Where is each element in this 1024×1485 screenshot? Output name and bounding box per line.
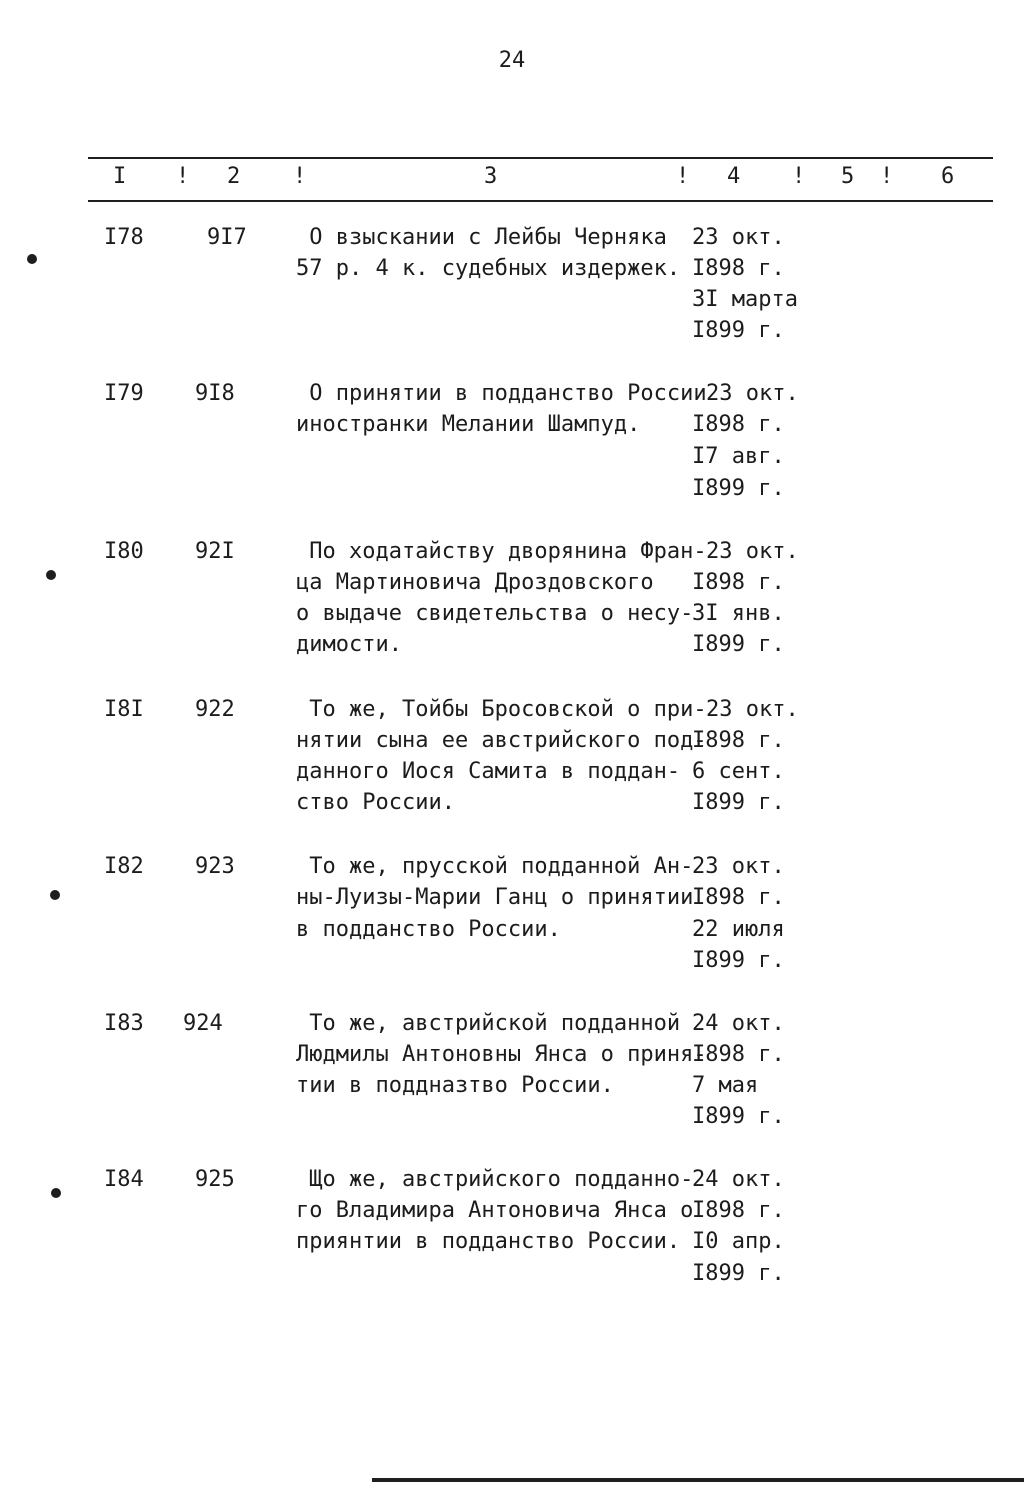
date-line: 23 окт. [692,225,785,250]
description-line: ны-Луизы-Марии Ганц о принятии [296,885,694,910]
description-line: о выдаче свидетельства о несу- [296,601,694,626]
binding-hole-mark [27,254,37,264]
date-line: 23 окт. [692,854,785,879]
description-line: То же, австрийской подданной [296,1011,681,1036]
column-separator: ! [293,164,307,189]
date-line: I898 г. [692,885,785,910]
date-line: I899 г. [692,318,785,343]
column-header-6: 6 [941,164,955,189]
description-line: нятии сына ее австрийского под- [296,728,707,753]
row-number: I8I [104,697,144,722]
column-header-5: 5 [841,164,855,189]
description-line: димости. [296,632,402,657]
file-number: 922 [195,697,235,722]
row-number: I79 [104,381,144,406]
date-line: I898 г. [692,728,785,753]
date-line: I899 г. [692,948,785,973]
date-line: 23 окт. [706,539,799,564]
description-line: 57 р. 4 к. судебных издержек. [296,256,681,281]
date-line: 24 окт. [692,1167,785,1192]
date-line: I0 апр. [692,1229,785,1254]
date-line: I899 г. [692,476,785,501]
date-line: I7 авг. [692,444,785,469]
date-line: 22 июля [692,917,785,942]
footer-rule [372,1478,1024,1482]
description-line: го Владимира Антоновича Янса о [296,1198,694,1223]
date-line: 3I марта [692,287,798,312]
column-header-1: I [113,164,127,189]
page-number: 24 [498,48,526,73]
file-number: 92I [195,539,235,564]
row-number: I82 [104,854,144,879]
description-line: данного Иося Самита в поддан- [296,759,681,784]
date-line: I898 г. [692,570,785,595]
description-line: Людмилы Антоновны Янса о приня- [296,1042,707,1067]
column-separator: ! [792,164,806,189]
description-line: тии в поддназтво России. [296,1073,614,1098]
description-line: То же, Тойбы Бросовской о при- [296,697,707,722]
column-separator: ! [676,164,690,189]
file-number: 923 [195,854,235,879]
column-separator: ! [176,164,190,189]
date-line: I899 г. [692,1261,785,1286]
description-line: ца Мартиновича Дроздовского [296,570,654,595]
row-number: I80 [104,539,144,564]
date-line: I899 г. [692,790,785,815]
description-line: О принятии в подданство России [296,381,707,406]
binding-hole-mark [46,570,56,580]
description-line: ство России. [296,790,455,815]
file-number: 9I8 [195,381,235,406]
date-line: 7 мая [692,1073,759,1098]
description-line: Що же, австрийского подданно- [296,1167,694,1192]
date-line: I899 г. [692,1104,785,1129]
description-line: иностранки Мелании Шампуд. [296,412,641,437]
date-line: I898 г. [692,256,785,281]
column-header-2: 2 [227,164,241,189]
column-separator: ! [880,164,894,189]
date-line: 6 сент. [692,759,785,784]
row-number: I84 [104,1167,144,1192]
date-line: I898 г. [692,412,785,437]
date-line: 24 окт. [692,1011,785,1036]
binding-hole-mark [50,890,60,900]
binding-hole-mark [51,1188,61,1198]
column-header-3: 3 [484,164,498,189]
date-line: I898 г. [692,1198,785,1223]
date-line: 23 окт. [706,381,799,406]
date-line: 23 окт. [706,697,799,722]
table-top-rule [88,157,993,159]
description-line: приянтии в подданство России. [296,1229,681,1254]
column-header-4: 4 [727,164,741,189]
row-number: I83 [104,1011,144,1036]
description-line: О взыскании с Лейбы Черняка [296,225,667,250]
date-line: 3I янв. [692,601,785,626]
table-header-rule [88,200,993,202]
file-number: 925 [195,1167,235,1192]
row-number: I78 [104,225,144,250]
description-line: в подданство России. [296,917,561,942]
description-line: По ходатайству дворянина Фран- [296,539,707,564]
description-line: То же, прусской подданной Ан- [296,854,694,879]
date-line: I899 г. [692,632,785,657]
file-number: 9I7 [207,225,247,250]
file-number: 924 [183,1011,223,1036]
date-line: I898 г. [692,1042,785,1067]
